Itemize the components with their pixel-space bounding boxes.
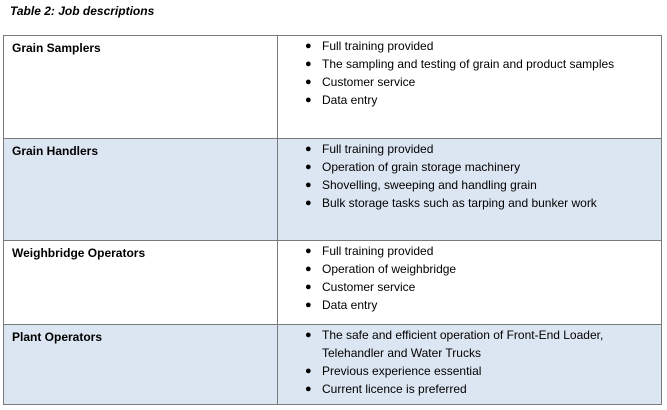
bullet-icon: ● bbox=[305, 161, 312, 173]
duties-list bbox=[278, 139, 661, 212]
duty-item bbox=[278, 260, 661, 278]
bullet-icon: ● bbox=[305, 329, 312, 341]
bullet-icon: ● bbox=[305, 299, 312, 311]
duty-item bbox=[278, 380, 661, 398]
duties-cell bbox=[278, 325, 662, 405]
bullet-icon: ● bbox=[305, 383, 312, 395]
duty-item bbox=[278, 140, 661, 158]
duty-item bbox=[278, 158, 661, 176]
duty-item bbox=[278, 37, 661, 55]
bullet-icon: ● bbox=[305, 94, 312, 106]
bullet-icon: ● bbox=[305, 197, 312, 209]
duty-item bbox=[278, 242, 661, 260]
duty-text: Data entry bbox=[322, 298, 378, 312]
table-row bbox=[4, 36, 662, 139]
duty-text: Previous experience essential bbox=[322, 364, 482, 378]
table-row bbox=[4, 241, 662, 325]
duties-cell bbox=[278, 139, 662, 241]
duty-text: Customer service bbox=[322, 75, 416, 89]
duty-text: The sampling and testing of grain and product samples bbox=[322, 57, 615, 71]
duty-text: Full training provided bbox=[322, 39, 434, 53]
duties-list bbox=[278, 36, 661, 109]
bullet-icon: ● bbox=[305, 365, 312, 377]
job-title: Weighbridge Operators bbox=[4, 241, 278, 325]
job-title: Grain Handlers bbox=[4, 139, 278, 241]
bullet-icon: ● bbox=[305, 76, 312, 88]
job-descriptions-table bbox=[3, 35, 662, 405]
table-row bbox=[4, 139, 662, 241]
duty-text: Full training provided bbox=[322, 244, 434, 258]
duty-text: Bulk storage tasks such as tarping and bunker work bbox=[322, 196, 597, 210]
duty-item bbox=[278, 55, 661, 73]
job-title: Plant Operators bbox=[4, 325, 278, 405]
job-title: Grain Samplers bbox=[4, 36, 278, 139]
duty-item bbox=[278, 73, 661, 91]
duty-item bbox=[278, 194, 661, 212]
bullet-icon: ● bbox=[305, 245, 312, 257]
bullet-icon: ● bbox=[305, 58, 312, 70]
duty-text: Operation of weighbridge bbox=[322, 262, 457, 276]
duty-item bbox=[278, 362, 661, 380]
duties-cell bbox=[278, 241, 662, 325]
duty-text: Operation of grain storage machinery bbox=[322, 160, 521, 174]
bullet-icon: ● bbox=[305, 281, 312, 293]
duty-text: Full training provided bbox=[322, 142, 434, 156]
bullet-icon: ● bbox=[305, 143, 312, 155]
bullet-icon: ● bbox=[305, 179, 312, 191]
duty-item bbox=[278, 91, 661, 109]
duty-text: Shovelling, sweeping and handling grain bbox=[322, 178, 537, 192]
duty-item bbox=[278, 326, 661, 362]
duties-cell bbox=[278, 36, 662, 139]
table-row bbox=[4, 325, 662, 405]
duty-text: Data entry bbox=[322, 93, 378, 107]
table-caption: Table 2: Job descriptions bbox=[10, 4, 155, 18]
duties-list bbox=[278, 325, 661, 398]
bullet-icon: ● bbox=[305, 40, 312, 52]
bullet-icon: ● bbox=[305, 263, 312, 275]
duties-list bbox=[278, 241, 661, 314]
duty-text: Customer service bbox=[322, 280, 416, 294]
duty-item bbox=[278, 176, 661, 194]
duty-item bbox=[278, 278, 661, 296]
duty-text: The safe and efficient operation of Front-End Loader, Telehandler and Water Trucks bbox=[322, 328, 604, 360]
duty-item bbox=[278, 296, 661, 314]
duty-text: Current licence is preferred bbox=[322, 382, 467, 396]
